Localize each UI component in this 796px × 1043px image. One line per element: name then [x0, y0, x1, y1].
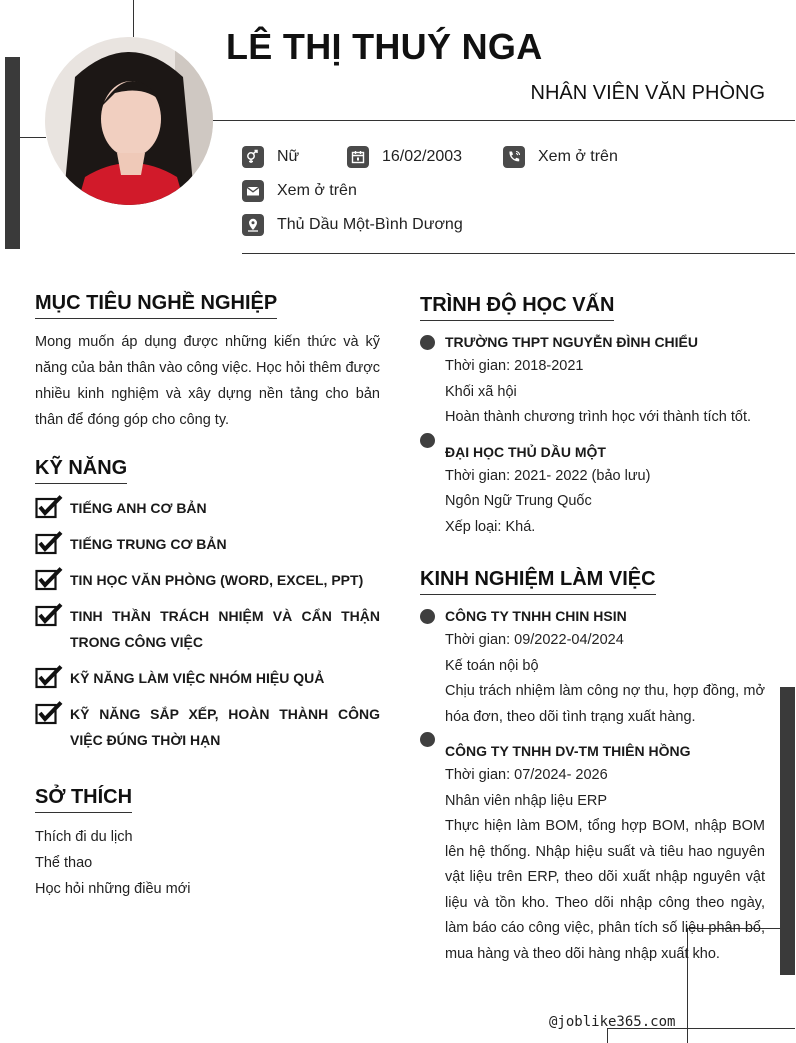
objective-heading: MỤC TIÊU NGHỀ NGHIỆP	[35, 292, 277, 319]
skill-item	[35, 665, 380, 691]
phone-row	[503, 146, 618, 168]
hobby-item: Thể thao	[35, 855, 93, 871]
candidate-name: LÊ THỊ THUÝ NGA	[226, 26, 543, 67]
skill-label: KỸ NĂNG LÀM VIỆC NHÓM HIỆU QUẢ	[70, 670, 325, 686]
company-name: CÔNG TY TNHH DV-TM THIÊN HỒNG	[445, 743, 691, 759]
job-title: NHÂN VIÊN VĂN PHÒNG	[530, 82, 765, 104]
skill-label: TIẾNG ANH CƠ BẢN	[70, 500, 207, 516]
birthdate-row	[347, 146, 462, 168]
school-name: TRƯỜNG THPT NGUYỄN ĐÌNH CHIỂU	[445, 334, 699, 350]
location-pin-icon	[242, 214, 264, 236]
calendar-icon	[347, 146, 369, 168]
timeline-dot	[420, 335, 435, 350]
skill-item	[35, 603, 380, 655]
skill-item	[35, 495, 380, 521]
gender-icon	[242, 146, 264, 168]
experience-time: Thời gian: 07/2024- 2026	[445, 767, 608, 783]
experience-item	[420, 740, 765, 967]
address-row	[242, 214, 463, 236]
skill-item	[35, 531, 380, 557]
skill-label: KỸ NĂNG SẮP XẾP, HOÀN THÀNH CÔNG VIỆC ĐÚNG THỜI HẠN	[70, 706, 380, 748]
experience-role: Kế toán nội bộ	[445, 657, 539, 674]
email-value: Xem ở trên	[277, 182, 357, 199]
school-name: ĐẠI HỌC THỦ DẦU MỘT	[445, 443, 606, 460]
education-heading: TRÌNH ĐỘ HỌC VẤN	[420, 294, 614, 321]
experience-role: Nhân viên nhập liệu ERP	[445, 792, 608, 809]
left-accent-bar	[5, 57, 20, 249]
checkbox-check-icon	[35, 701, 63, 725]
education-major: Ngôn Ngữ Trung Quốc	[445, 493, 592, 509]
avatar	[45, 37, 213, 205]
skills-heading: KỸ NĂNG	[35, 457, 127, 484]
experience-description: Thực hiện làm BOM, tổng hợp BOM, nhập BOM lên hệ thống. Nhập hiệu suất và tiêu hao nguyên vật liệu trên ERP, theo dõi xuất nhập nguyên vật liệu và tồn kho. Theo dõi nhập công theo ngày, làm báo cáo công việc, phân tích số liệu phân bổ, mua hàng và theo dõi hàng nhập xuất kho.	[445, 818, 765, 962]
gender-value: Nữ	[277, 148, 300, 165]
company-name: CÔNG TY TNHH CHIN HSIN	[445, 608, 627, 624]
checkbox-check-icon	[35, 531, 63, 555]
education-item	[420, 441, 765, 541]
skill-label: TIN HỌC VĂN PHÒNG (WORD, EXCEL, PPT)	[70, 572, 364, 588]
birthdate-value: 16/02/2003	[382, 148, 463, 165]
experience-item	[420, 605, 765, 730]
education-note: Hoàn thành chương trình học với thành tích tốt.	[445, 409, 752, 425]
objective-text: Mong muốn áp dụng được những kiến thức và kỹ năng của bản thân vào công việc. Học hỏi thêm được nhiều kinh nghiệm và xây dựng nền tảng cho bản thân để đóng góp cho công ty.	[35, 334, 380, 428]
hobby-item: Thích đi du lịch	[35, 829, 133, 845]
checkbox-check-icon	[35, 495, 63, 519]
bottom-frame-stub	[607, 1028, 608, 1043]
left-horizontal-line	[20, 137, 46, 138]
experience-list	[420, 605, 765, 967]
checkbox-check-icon	[35, 603, 63, 627]
email-icon	[242, 180, 264, 202]
footer-watermark: @joblike365.com	[549, 1014, 676, 1030]
education-item	[420, 331, 765, 431]
gender-row	[242, 146, 299, 168]
header-divider	[213, 120, 795, 121]
address-value: Thủ Dầu Một-Bình Dương	[277, 216, 463, 233]
timeline-dot	[420, 609, 435, 624]
education-list	[420, 331, 765, 540]
skill-label: TIẾNG TRUNG CƠ BẢN	[70, 536, 227, 552]
phone-value: Xem ở trên	[538, 148, 618, 165]
email-row	[242, 180, 357, 202]
skill-item	[35, 567, 380, 593]
checkbox-check-icon	[35, 567, 63, 591]
experience-description: Chịu trách nhiệm làm công nợ thu, hợp đồng, mở hóa đơn, theo dõi tình trạng xuất hàng.	[445, 683, 765, 725]
skill-item	[35, 701, 380, 753]
education-time: Thời gian: 2018-2021	[445, 358, 584, 374]
hobbies-list	[35, 824, 190, 902]
timeline-dot	[420, 732, 435, 747]
experience-time: Thời gian: 09/2022-04/2024	[445, 632, 624, 648]
education-time: Thời gian: 2021- 2022 (bảo lưu)	[445, 467, 651, 484]
right-accent-bar	[780, 687, 795, 975]
phone-icon	[503, 146, 525, 168]
education-major: Khối xã hội	[445, 383, 517, 400]
top-vertical-line	[133, 0, 134, 37]
checkbox-check-icon	[35, 665, 63, 689]
skill-label: TINH THẦN TRÁCH NHIỆM VÀ CẨN THẬN TRONG CÔNG VIỆC	[70, 608, 380, 650]
hobbies-heading: SỞ THÍCH	[35, 786, 132, 813]
experience-heading: KINH NGHIỆM LÀM VIỆC	[420, 568, 656, 595]
hobby-item: Học hỏi những điều mới	[35, 881, 191, 897]
timeline-dot	[420, 433, 435, 448]
education-note: Xếp loại: Khá.	[445, 518, 536, 535]
skills-list	[35, 495, 380, 763]
contact-divider	[242, 253, 795, 254]
